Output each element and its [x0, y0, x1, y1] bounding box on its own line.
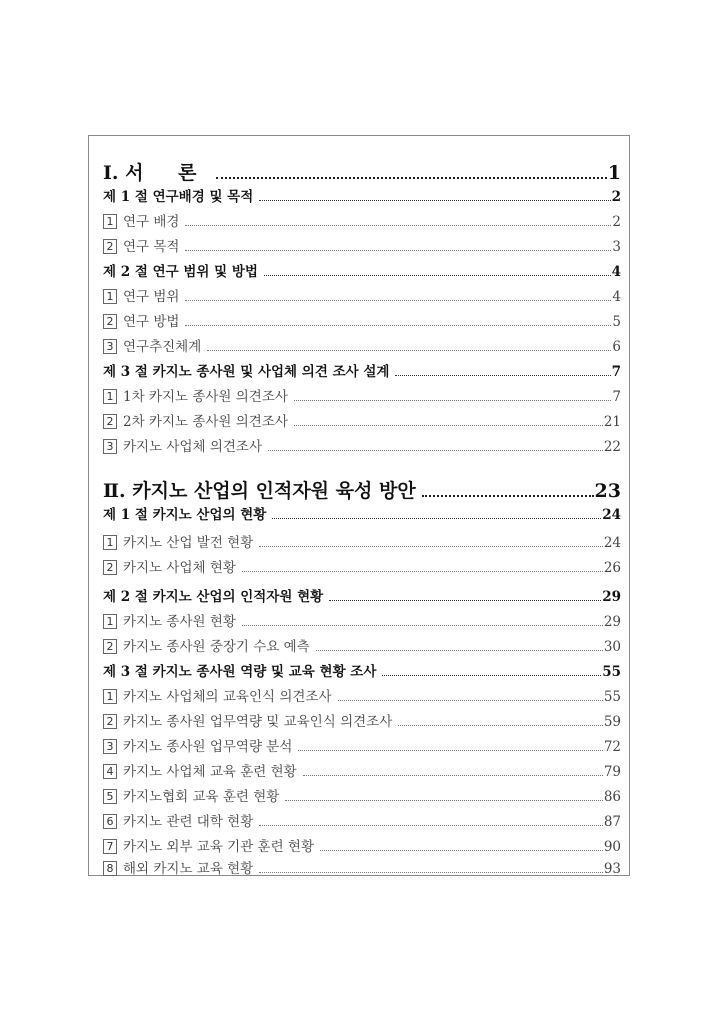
table-of-contents — [88, 135, 630, 876]
toc-item[interactable] — [103, 531, 621, 551]
toc-item[interactable] — [103, 810, 621, 830]
page-number: 79 — [603, 764, 621, 780]
number-box-icon: 7 — [103, 839, 117, 854]
dot-leader — [185, 250, 611, 251]
section-label: 제 2 절 카지노 산업의 인적자원 현황 — [103, 589, 324, 605]
page-number: 4 — [612, 289, 621, 305]
toc-section[interactable] — [103, 503, 621, 523]
dot-leader — [185, 325, 611, 326]
dot-leader — [294, 400, 611, 401]
number-box-icon: 2 — [103, 314, 117, 329]
number-box-icon: 8 — [103, 861, 117, 876]
number-box-icon: 6 — [103, 814, 117, 829]
dot-leader — [298, 750, 602, 751]
section-label: 제 1 절 연구배경 및 목적 — [103, 189, 254, 205]
toc-item[interactable] — [103, 435, 621, 455]
page-number: 90 — [603, 839, 621, 855]
page-number: 72 — [603, 739, 621, 755]
toc-item[interactable] — [103, 210, 621, 230]
dot-leader — [398, 725, 603, 726]
toc-item[interactable] — [103, 857, 621, 877]
page-number: 30 — [603, 639, 621, 655]
toc-item[interactable] — [103, 685, 621, 705]
dot-leader — [395, 375, 610, 376]
number-box-icon: 2 — [103, 639, 117, 654]
dot-leader — [259, 200, 610, 201]
page-number: 6 — [612, 339, 621, 355]
dot-leader — [294, 425, 603, 426]
page-number: 26 — [603, 560, 621, 576]
page-number: 59 — [603, 714, 621, 730]
dot-leader — [422, 495, 594, 497]
dot-leader — [316, 650, 603, 651]
number-box-icon: 1 — [103, 689, 117, 704]
section-label: 제 1 절 카지노 산업의 현황 — [103, 507, 267, 523]
dot-leader — [185, 300, 611, 301]
toc-section[interactable] — [103, 660, 621, 680]
toc-item[interactable] — [103, 785, 621, 805]
page-number: 93 — [603, 861, 621, 877]
page-number: 2 — [611, 189, 621, 205]
toc-item[interactable] — [103, 635, 621, 655]
item-label: 카지노 사업체 의견조사 — [123, 439, 262, 455]
page-number: 3 — [612, 239, 621, 255]
item-label: 카지노협회 교육 훈련 현황 — [123, 789, 280, 805]
item-label: 카지노 관련 대학 현황 — [123, 814, 254, 830]
toc-item[interactable] — [103, 385, 621, 405]
item-label: 연구추진체계 — [123, 339, 202, 355]
item-label: 2차 카지노 종사원 의견조사 — [123, 414, 288, 430]
number-box-icon: 3 — [103, 439, 117, 454]
item-label: 카지노 산업 발전 현황 — [123, 535, 254, 551]
item-label: 카지노 사업체의 교육인식 의견조사 — [123, 689, 332, 705]
number-box-icon: 1 — [103, 289, 117, 304]
page-number: 22 — [603, 439, 621, 455]
toc-item[interactable] — [103, 710, 621, 730]
dot-leader — [259, 872, 603, 873]
toc-section[interactable] — [103, 585, 621, 605]
section-label: 제 3 절 카지노 종사원 및 사업체 의견 조사 설계 — [103, 364, 390, 380]
page-number: 55 — [602, 664, 621, 680]
dot-leader — [285, 800, 602, 801]
item-label: 카지노 종사원 중장기 수요 예측 — [123, 639, 310, 655]
toc-item[interactable] — [103, 335, 621, 355]
dot-leader — [207, 350, 611, 351]
dot-leader — [264, 275, 611, 276]
item-label: 해외 카지노 교육 현황 — [123, 861, 254, 877]
number-box-icon: 1 — [103, 389, 117, 404]
dot-leader — [242, 625, 603, 626]
toc-item[interactable] — [103, 310, 621, 330]
dot-leader — [185, 225, 611, 226]
number-box-icon: 1 — [103, 614, 117, 629]
dot-leader — [216, 177, 606, 179]
number-box-icon: 3 — [103, 339, 117, 354]
number-box-icon: 2 — [103, 560, 117, 575]
number-box-icon: 1 — [103, 535, 117, 550]
page-number: 7 — [612, 389, 621, 405]
item-label: 연구 방법 — [123, 314, 180, 330]
toc-item[interactable] — [103, 760, 621, 780]
toc-item[interactable] — [103, 610, 621, 630]
toc-item[interactable] — [103, 285, 621, 305]
page-number: 29 — [603, 614, 621, 630]
page-number: 55 — [603, 689, 621, 705]
toc-chapter-2[interactable] — [103, 476, 621, 503]
page-number: 4 — [611, 264, 621, 280]
number-box-icon: 5 — [103, 789, 117, 804]
item-label: 카지노 종사원 현황 — [123, 614, 236, 630]
item-label: 1차 카지노 종사원 의견조사 — [123, 389, 288, 405]
toc-item[interactable] — [103, 735, 621, 755]
dot-leader — [259, 546, 603, 547]
toc-section[interactable] — [103, 185, 621, 205]
item-label: 카지노 종사원 업무역량 및 교육인식 의견조사 — [123, 714, 393, 730]
dot-leader — [272, 518, 601, 519]
number-box-icon: 3 — [103, 739, 117, 754]
toc-section[interactable] — [103, 360, 621, 380]
dot-leader — [242, 571, 603, 572]
dot-leader — [259, 825, 603, 826]
page-number: 7 — [611, 364, 621, 380]
item-label: 카지노 외부 교육 기관 훈련 현황 — [123, 839, 314, 855]
dot-leader — [382, 675, 601, 676]
dot-leader — [338, 700, 603, 701]
item-label: 카지노 종사원 업무역량 분석 — [123, 739, 293, 755]
item-label: 카지노 사업체 교육 훈련 현황 — [123, 764, 297, 780]
page-number: 87 — [603, 814, 621, 830]
toc-item[interactable] — [103, 235, 621, 255]
page-number: 2 — [612, 214, 621, 230]
page-number: 21 — [603, 414, 621, 430]
page-number: 24 — [602, 507, 621, 523]
number-box-icon: 2 — [103, 414, 117, 429]
page-number: 86 — [603, 789, 621, 805]
toc-section[interactable] — [103, 260, 621, 280]
page-number: 5 — [612, 314, 621, 330]
page-number: 23 — [594, 480, 621, 502]
item-label: 연구 목적 — [123, 239, 180, 255]
toc-chapter-1[interactable] — [103, 158, 621, 185]
toc-item[interactable] — [103, 556, 621, 576]
dot-leader — [268, 450, 603, 451]
number-box-icon: 2 — [103, 714, 117, 729]
section-label: 제 2 절 연구 범위 및 방법 — [103, 264, 258, 280]
item-label: 카지노 사업체 현황 — [123, 560, 236, 576]
item-label: 연구 범위 — [123, 289, 180, 305]
number-box-icon: 1 — [103, 214, 117, 229]
section-label: 제 3 절 카지노 종사원 역량 및 교육 현황 조사 — [103, 664, 377, 680]
dot-leader — [329, 600, 601, 601]
chapter-label: Ⅱ. 카지노 산업의 인적자원 육성 방안 — [103, 480, 416, 502]
page-number: 29 — [602, 589, 621, 605]
dot-leader — [320, 850, 603, 851]
page-number: 1 — [607, 162, 621, 184]
chapter-label: Ⅰ. 서 론 — [103, 162, 211, 184]
toc-item[interactable] — [103, 410, 621, 430]
toc-item[interactable] — [103, 835, 621, 855]
number-box-icon: 2 — [103, 239, 117, 254]
item-label: 연구 배경 — [123, 214, 180, 230]
page-number: 24 — [603, 535, 621, 551]
dot-leader — [303, 775, 603, 776]
number-box-icon: 4 — [103, 764, 117, 779]
